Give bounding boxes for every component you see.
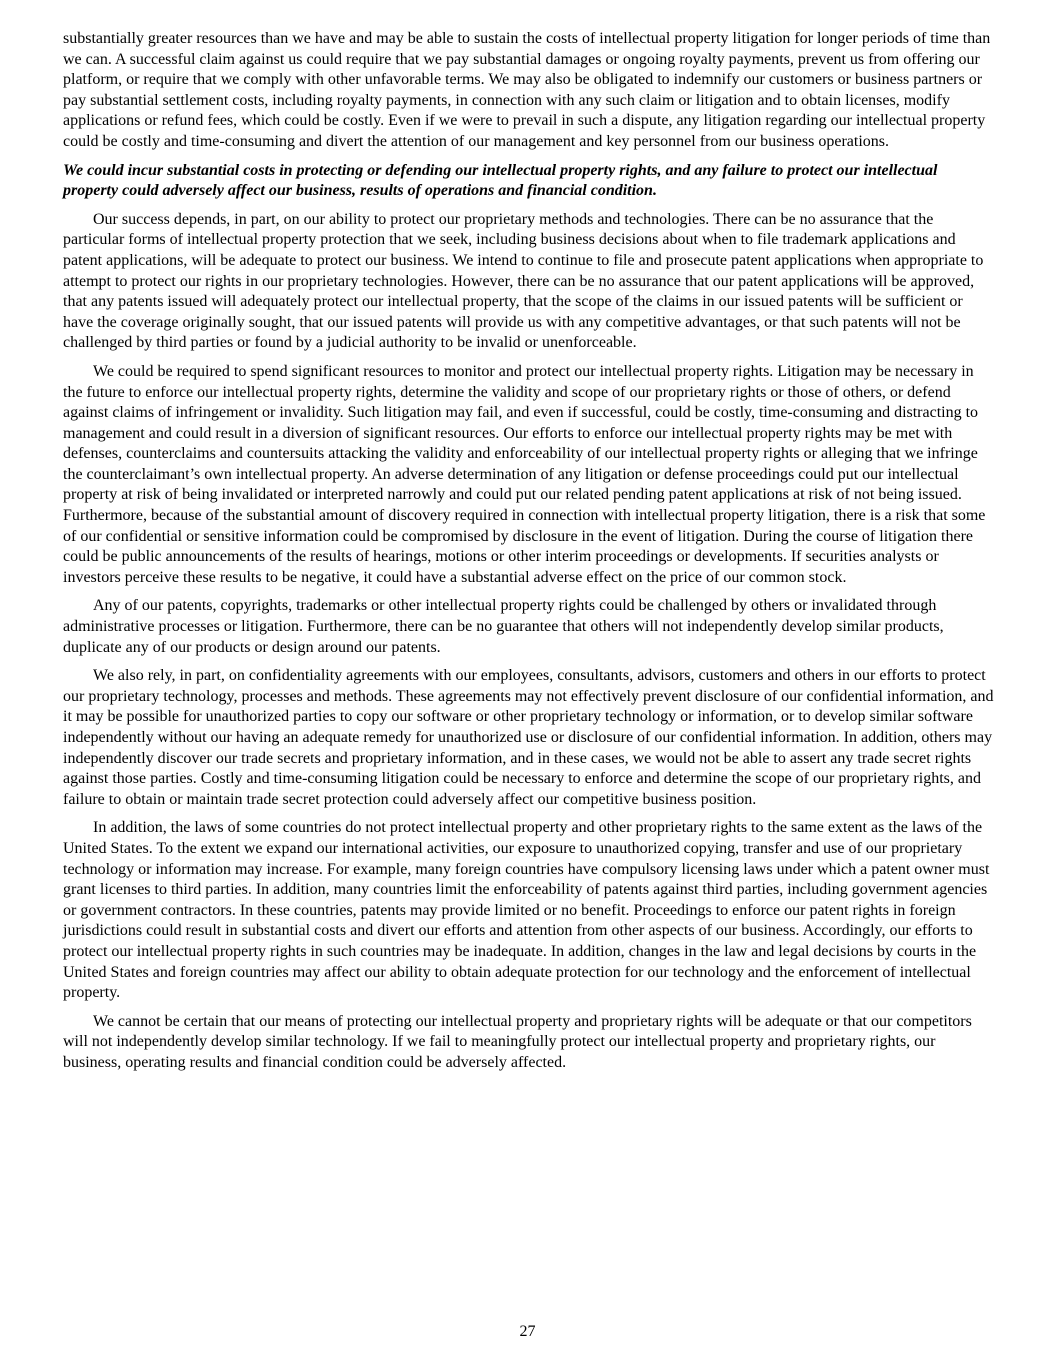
paragraph-foreign-laws: In addition, the laws of some countries do not protect intellectual property and other proprietary rights to the same extent as the laws of the United States. To the extent we expand our international activities, our exposure to unauthorized copying, transfer and use of our proprietary technology or information may increase. For example, many foreign countries have compulsory licensing laws under which a patent owner must grant licenses to third parties. In addition, many countries limit the enforceability of patents against third parties, including government agencies or government contractors. In these countries, patents may provide limited or no benefit. Proceedings to enforce our patent rights in foreign jurisdictions could result in substantial costs and divert our efforts and attention from other aspects of our business. Accordingly, our efforts to protect our intellectual property rights in such countries may be inadequate. In addition, changes in the law and legal decisions by courts in the United States and foreign countries may affect our ability to obtain adequate protection for our technology and the enforcement of intellectual property. [63,819,990,1002]
section-heading-ip-protection: We could incur substantial costs in protecting or defending our intellectual property rights, and any failure to protect our intellectual property could adversely affect our business, results of operations and financial condition. [63,161,938,200]
paragraph-continued-litigation-costs: substantially greater resources than we have and may be able to sustain the costs of intellectual property litigation for longer periods of time than we can. A successful claim against us could require that we pay substantial damages or ongoing royalty payments, prevent us from offering our platform, or require that we comply with other unfavorable terms. We may also be obligated to indemnify our customers or business partners or pay substantial settlement costs, including royalty payments, in connection with any such claim or litigation and to obtain licenses, modify applications or refund fees, which could be costly. Even if we were to prevail in such a dispute, any litigation regarding our intellectual property could be costly and time-consuming and divert the attention of our management and key personnel from our business operations. [63,30,991,150]
document-page [63,29,995,1082]
paragraph-concluding-risk: We cannot be certain that our means of protecting our intellectual property and proprietary rights will be adequate or that our competitors will not independently develop similar technology. If we fail to meaningfully protect our intellectual property and proprietary rights, our business, operating results and financial condition could be adversely affected. [63,1012,972,1071]
paragraph-monitoring-ip-rights: We could be required to spend significant resources to monitor and protect our intellectual property rights. Litigation may be necessary in the future to enforce our intellectual property rights, determine the validity and scope of our proprietary rights or those of others, or defend against claims of infringement or invalidity. Such litigation may fail, and even if successful, could be costly, time-consuming and distracting to management and could result in a diversion of significant resources. Our efforts to enforce our intellectual property rights may be met with defenses, counterclaims and countersuits attacking the validity and enforceability of our intellectual property rights or alleging that we infringe the counterclaimant’s own intellectual property. An adverse determination of any litigation or defense proceedings could put our intellectual property at risk of being invalidated or interpreted narrowly and could put our related pending patent applications at risk of not being issued. Furthermore, because of the substantial amount of discovery required in connection with intellectual property litigation, there is a risk that some of our confidential or sensitive information could be compromised by disclosure in the event of litigation. During the course of litigation there could be public announcements of the results of hearings, motions or other interim proceedings or developments. If securities analysts or investors perceive these results to be negative, it could have a substantial adverse effect on the price of our common stock. [63,362,986,586]
paragraph-proprietary-methods: Our success depends, in part, on our ability to protect our proprietary methods and technologies. There can be no assurance that the particular forms of intellectual property protection that we seek, including business decisions about when to file trademark applications and patent applications, will be adequate to protect our business. We intend to continue to file and prosecute patent applications when appropriate to attempt to protect our rights in our proprietary technologies. However, there can be no assurance that our patent applications will be approved, that any patents issued will adequately protect our intellectual property, that the scope of the claims in our issued patents will be sufficient or have the coverage originally sought, that our issued patents will provide us with any competitive advantages, or that such patents will not be challenged by third parties or found by a judicial authority to be invalid or unenforceable. [63,210,984,352]
page-number: 27 [519,1323,536,1340]
paragraph-challenged-patents: Any of our patents, copyrights, trademarks or other intellectual property rights could be challenged by others or invalidated through administrative processes or litigation. Furthermore, there can be no guarantee that others will not independently develop similar products, duplicate any of our products or design around our patents. [63,597,944,656]
paragraph-confidentiality-agreements: We also rely, in part, on confidentiality agreements with our employees, consultants, advisors, customers and others in our efforts to protect our proprietary technology, processes and methods. These agreements may not effectively prevent disclosure of our confidential information, and it may be possible for unauthorized parties to copy our software or other proprietary technology or information, or to develop similar software independently without our having an adequate remedy for unauthorized use or disclosure of our confidential information. In addition, others may independently discover our trade secrets and proprietary information, and in these cases, we would not be able to assert any trade secret rights against those parties. Costly and time-consuming litigation could be necessary to enforce and determine the scope of our proprietary rights, and failure to obtain or maintain trade secret protection could adversely affect our competitive business position. [63,667,994,808]
